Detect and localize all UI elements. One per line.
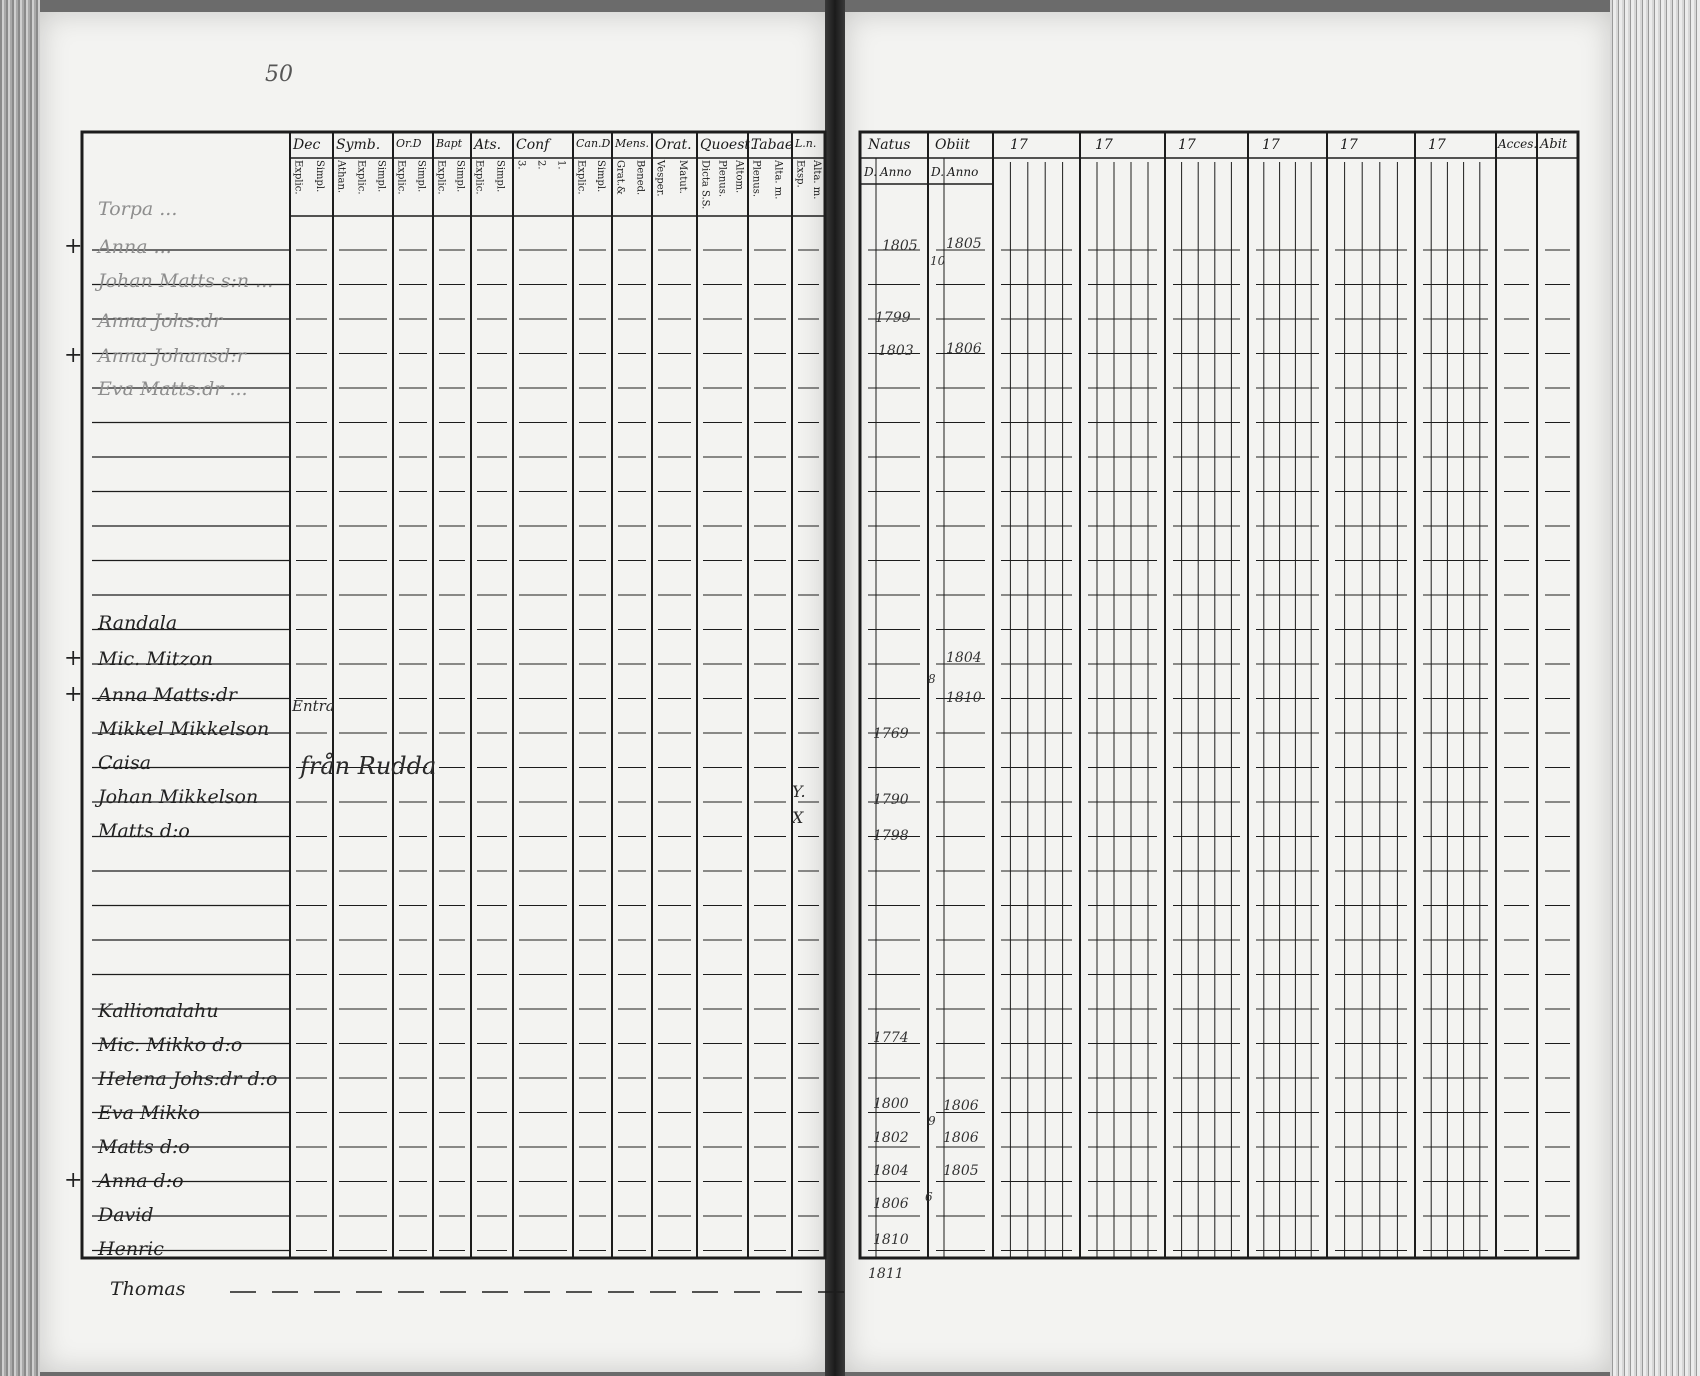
entry-name: Mikkel Mikkelson <box>98 718 270 740</box>
entry-name: Johan Mikkelson <box>98 786 259 808</box>
subheader: 1. <box>555 160 567 170</box>
header-bapt: Bapt <box>436 137 463 150</box>
born-year: 1804 <box>873 1163 909 1179</box>
subheader: Simpl. <box>415 160 427 193</box>
entry-name: Matts d:o <box>98 820 190 842</box>
entry-name: Thomas <box>110 1278 186 1300</box>
subheader: Simpl. <box>454 160 466 193</box>
born-year: 1810 <box>873 1232 909 1248</box>
subheader: Plenus. <box>750 160 762 198</box>
header-natus-day: D. <box>864 165 878 179</box>
subheader: Matut. <box>677 160 688 194</box>
born-year: 1790 <box>873 792 909 808</box>
header-ats: Ats. <box>474 137 502 153</box>
deceased-cross-mark: + <box>64 682 83 707</box>
header-tabae: Tabae <box>751 137 794 153</box>
subheader: Explic. <box>395 160 407 195</box>
header-ord: Or.D <box>396 137 422 150</box>
header-year-col-1: 17 <box>1010 137 1028 153</box>
born-year: 1798 <box>873 828 909 844</box>
subheader: Alta. m. <box>811 160 822 200</box>
born-day: 9 <box>928 1114 936 1128</box>
entry-name: Mic. Mikko d:o <box>98 1034 243 1056</box>
born-year: 1800 <box>873 1096 909 1112</box>
born-year: 1769 <box>873 726 909 742</box>
death-year: 1805 <box>943 1163 979 1179</box>
death-year: 1805 <box>946 236 982 252</box>
death-year: 1806 <box>943 1098 979 1114</box>
header-mens: Mens. <box>615 137 649 150</box>
born-year: 1774 <box>873 1030 909 1046</box>
header-obiit-anno: Anno <box>947 165 979 179</box>
note-entra: Entra <box>292 697 335 715</box>
born-year: 1803 <box>878 343 914 359</box>
subheader: 3. <box>515 160 527 170</box>
death-year: 1804 <box>946 650 982 666</box>
entry-name: Anna Johs:dr <box>98 310 223 332</box>
header-obiit-day: D. <box>931 165 945 179</box>
deceased-cross-mark: + <box>64 343 83 368</box>
subheader: Explic. <box>473 160 485 195</box>
entry-name: David <box>98 1204 154 1226</box>
page-number: 50 <box>265 62 293 87</box>
tick-mark-2: X <box>792 808 804 827</box>
subheader: 2. <box>535 160 547 170</box>
note-from: från Rudda <box>300 752 437 780</box>
subheader: Bened. <box>634 160 646 196</box>
header-conf: Conf <box>516 137 550 153</box>
entry-name: Helena Johs:dr d:o <box>98 1068 278 1090</box>
entry-name: Johan Matts s:n ... <box>98 270 274 292</box>
entry-name: Anna Johansd:r <box>98 345 246 367</box>
tick-mark-1: Y. <box>792 782 806 801</box>
subheader: Explic. <box>355 160 367 195</box>
born-year: 1806 <box>873 1196 909 1212</box>
subheader: Athan. <box>335 160 347 194</box>
header-year-col-5: 17 <box>1340 137 1358 153</box>
entry-name: Mic. Mitzon <box>98 648 214 670</box>
born-day: 6 <box>925 1190 933 1204</box>
subheader: Vesper. <box>654 160 666 197</box>
entry-name: Henric <box>98 1238 164 1260</box>
entry-name: Caisa <box>98 752 152 774</box>
subheader: Simpl. <box>375 160 387 193</box>
deceased-cross-mark: + <box>64 646 83 671</box>
header-natus-anno: Anno <box>880 165 912 179</box>
header-orat: Orat. <box>655 137 692 153</box>
death-year: 1810 <box>946 690 982 706</box>
entry-name: Anna d:o <box>98 1170 184 1192</box>
header-year-col-6: 17 <box>1428 137 1446 153</box>
born-year: 1805 <box>882 238 918 254</box>
subheader: Altom. <box>733 160 745 194</box>
header-natus: Natus <box>868 137 911 153</box>
header-symb: Symb. <box>336 137 381 153</box>
entry-name: Eva Matts:dr ... <box>98 378 248 400</box>
deceased-cross-mark: + <box>64 234 83 259</box>
header-year-col-4: 17 <box>1262 137 1280 153</box>
header-abiit: Abit <box>1540 137 1568 152</box>
entry-name: Anna ... <box>98 236 172 258</box>
death-year: 1806 <box>943 1130 979 1146</box>
born-year: 1811 <box>868 1266 904 1282</box>
header-cand: Can.D <box>576 137 611 150</box>
subheader: Simpl. <box>595 160 606 193</box>
header-ln: L.n. <box>795 137 817 150</box>
born-day: 8 <box>928 672 936 686</box>
entry-name: Eva Mikko <box>98 1102 200 1124</box>
header-quoest: Quoest. <box>700 137 755 153</box>
subheader: Grat.& <box>614 160 626 195</box>
header-accessit: Acces. <box>1498 137 1538 151</box>
subheader: Alta. m. <box>772 160 784 200</box>
subheader: Explic. <box>435 160 447 195</box>
entry-name: Anna Matts:dr <box>98 684 238 706</box>
subheader: Explic. <box>292 160 304 195</box>
born-year: 1799 <box>875 310 911 326</box>
death-year: 1806 <box>946 341 982 357</box>
subheader: Plenus. <box>716 160 728 198</box>
deceased-cross-mark: + <box>64 1168 83 1193</box>
subheader: Explic. <box>575 160 587 195</box>
subheader: Dicta S.S. <box>699 160 711 210</box>
subheader: Exsp. <box>794 160 806 188</box>
entry-name: Kallionalahu <box>98 1000 219 1022</box>
subheader: Simpl. <box>314 160 325 193</box>
entry-name: Randala <box>98 612 178 634</box>
header-year-col-3: 17 <box>1178 137 1196 153</box>
entry-name: Torpa ... <box>98 198 178 220</box>
header-year-col-2: 17 <box>1095 137 1113 153</box>
subheader: Simpl. <box>494 160 506 193</box>
header-obiit: Obiit <box>935 137 971 153</box>
header-dec: Dec <box>293 137 321 153</box>
born-year: 1802 <box>873 1130 909 1146</box>
born-day: 10 <box>930 254 946 268</box>
entry-name: Matts d:o <box>98 1136 190 1158</box>
